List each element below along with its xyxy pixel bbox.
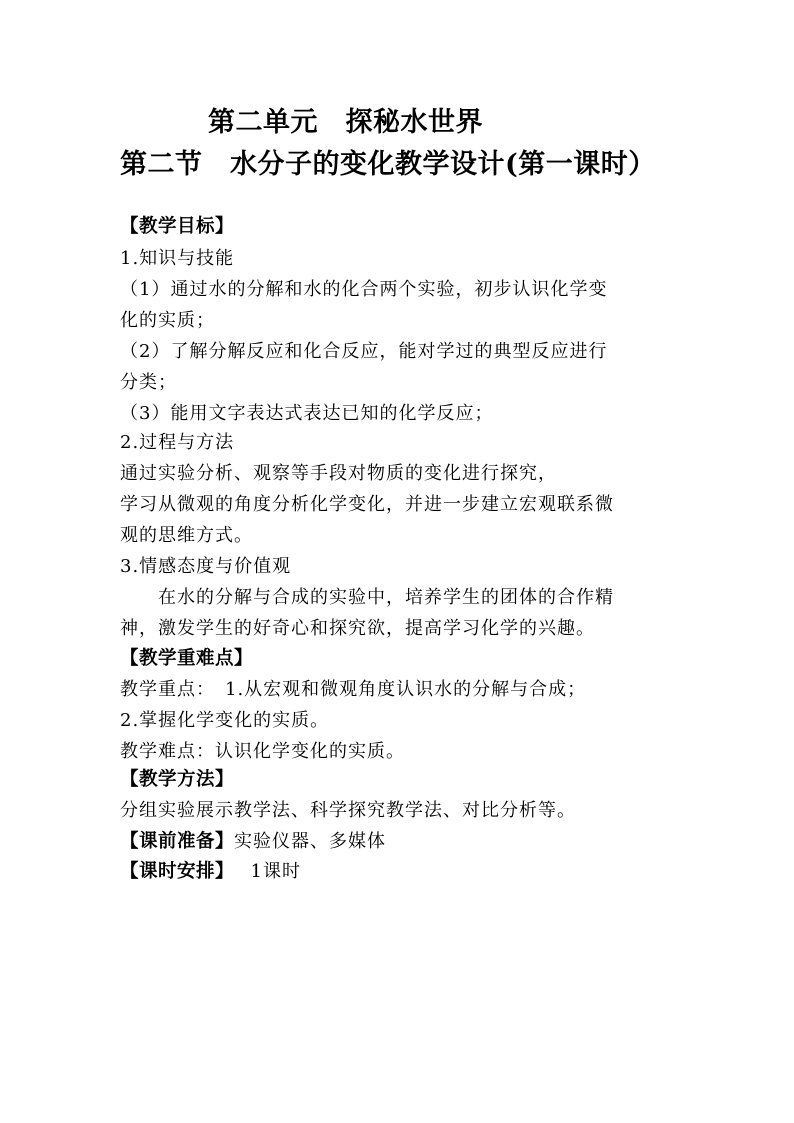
objective-2-line-2: 学习从微观的角度分析化学变化，并进一步建立宏观联系微 [120, 494, 614, 515]
schedule-line [120, 863, 301, 882]
objective-3-line-1: 在水的分解与合成的实验中，培养学生的团体的合作精 [120, 587, 614, 608]
keypoints-heading: 【教学重难点】 [120, 648, 254, 669]
objective-1-item-3: （3）能用文字表达式表达已知的化学反应； [120, 403, 494, 424]
preparation-line [120, 833, 386, 852]
objective-2-line-3: 观的思维方式。 [120, 525, 253, 546]
preparation-heading: 【课前准备】 [120, 831, 235, 852]
objective-1-item-2-line-1: （2）了解分解反应和化合反应，能对学过的典型反应进行 [120, 341, 608, 362]
objective-1-item-2-line-2: 分类； [120, 372, 177, 393]
keypoint-line-2: 2.掌握化学变化的实质。 [120, 710, 330, 731]
objective-1-title: 1.知识与技能 [120, 248, 235, 269]
difficulty-line: 教学难点：认识化学变化的实质。 [120, 741, 405, 762]
objectives-heading: 【教学目标】 [120, 216, 235, 237]
schedule-text: 1课时 [224, 861, 301, 882]
methods-heading: 【教学方法】 [120, 769, 235, 790]
keypoint-line-1: 教学重点： 1.从宏观和微观角度认识水的分解与合成； [120, 679, 587, 700]
objective-1-item-1-line-2: 化的实质； [120, 310, 215, 331]
section-title: 第二节 水分子的变化教学设计(第一课时） [120, 149, 656, 180]
objective-1-item-1-line-1: （1）通过水的分解和水的化合两个实验，初步认识化学变 [120, 279, 608, 300]
objective-3-line-2: 神，激发学生的好奇心和探究欲，提高学习化学的兴趣。 [120, 618, 595, 639]
objective-3-title: 3.情感态度与价值观 [120, 556, 292, 577]
unit-title: 第二单元 探秘水世界 [208, 107, 483, 138]
objective-2-line-1: 通过实验分析、观察等手段对物质的变化进行探究， [120, 463, 557, 484]
preparation-text: 实验仪器、多媒体 [234, 831, 387, 852]
objective-2-title: 2.过程与方法 [120, 432, 235, 453]
schedule-heading: 【课时安排】 [120, 861, 225, 882]
methods-line: 分组实验展示教学法、科学探究教学法、对比分析等。 [120, 800, 576, 821]
